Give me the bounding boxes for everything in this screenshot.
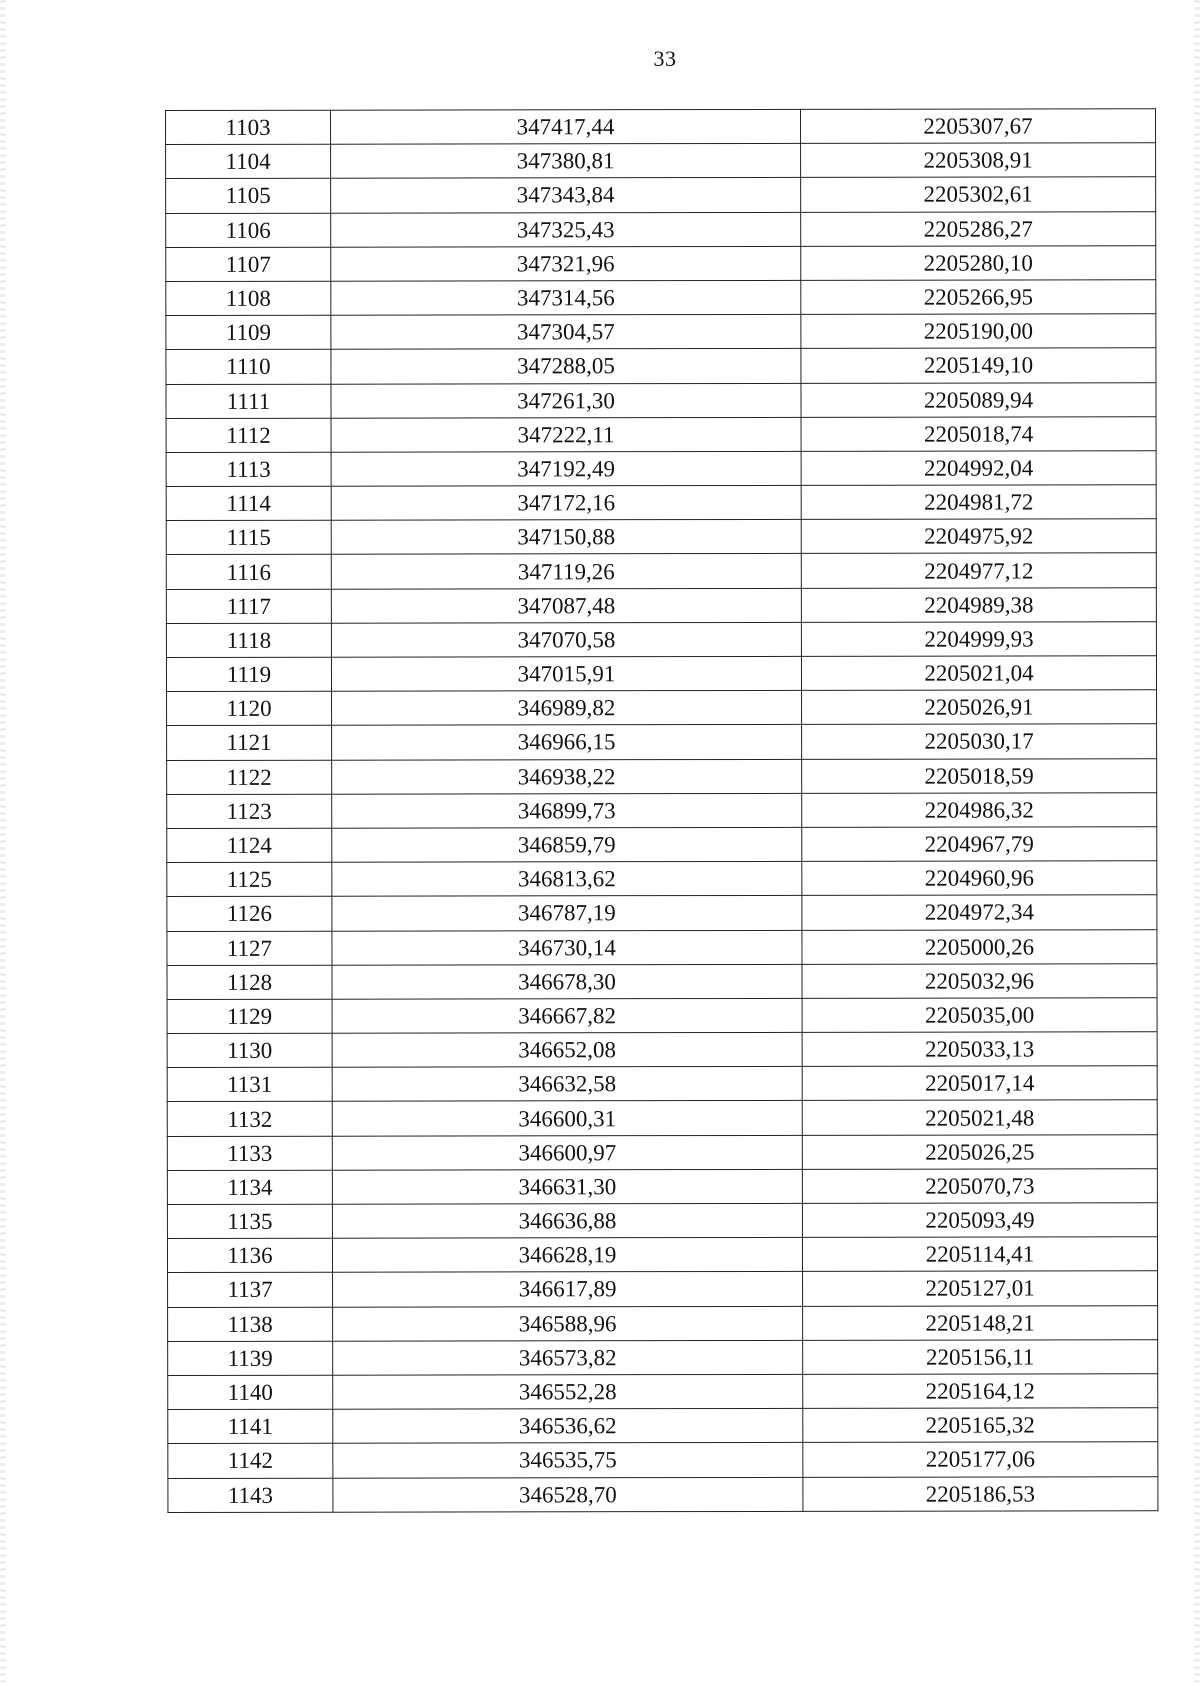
table-row [167,929,1157,965]
x-coordinate-cell: 346535,75 [333,1443,803,1478]
point-number-cell: 1136 [167,1238,332,1272]
point-number-cell: 1109 [166,315,331,349]
table-row [167,1100,1157,1136]
x-coordinate-cell: 346536,62 [333,1409,803,1444]
point-number-cell: 1138 [168,1307,333,1341]
y-coordinate-cell: 2204967,79 [802,827,1157,862]
x-coordinate-cell: 346938,22 [332,759,802,794]
table-row [168,1374,1158,1410]
point-number-cell: 1128 [167,965,332,999]
x-coordinate-cell: 347087,48 [331,588,801,623]
point-number-cell: 1129 [167,999,332,1033]
point-number-cell: 1115 [166,520,331,554]
point-number-cell: 1131 [167,1067,332,1101]
x-coordinate-cell: 347172,16 [331,485,801,520]
point-number-cell: 1133 [167,1136,332,1170]
table-row [166,246,1156,282]
table-row [168,1340,1158,1376]
point-number-cell: 1103 [166,110,331,144]
y-coordinate-cell: 2205070,73 [802,1169,1157,1204]
table-row [167,1169,1157,1205]
table-row [166,656,1156,692]
y-coordinate-cell: 2205286,27 [801,211,1156,246]
point-number-cell: 1143 [168,1478,333,1512]
y-coordinate-cell: 2205148,21 [803,1305,1158,1340]
y-coordinate-cell: 2204972,34 [802,895,1157,930]
point-number-cell: 1107 [166,247,331,281]
x-coordinate-cell: 347261,30 [331,383,801,418]
point-number-cell: 1125 [167,862,332,896]
x-coordinate-cell: 347304,57 [331,315,801,350]
y-coordinate-cell: 2205093,49 [802,1203,1157,1238]
y-coordinate-cell: 2204989,38 [801,587,1156,622]
table-row [168,1442,1158,1478]
scan-edge-right [1194,0,1200,1686]
point-number-cell: 1110 [166,350,331,384]
y-coordinate-cell: 2205017,14 [802,1066,1157,1101]
point-number-cell: 1127 [167,931,332,965]
y-coordinate-cell: 2205032,96 [802,963,1157,998]
y-coordinate-cell: 2205018,74 [801,416,1156,451]
x-coordinate-cell: 346631,30 [332,1169,802,1204]
point-number-cell: 1105 [166,179,331,213]
x-coordinate-cell: 346628,19 [332,1238,802,1273]
table-row [166,553,1156,589]
point-number-cell: 1119 [166,657,331,691]
x-coordinate-cell: 347343,84 [331,178,801,213]
x-coordinate-cell: 346667,82 [332,998,802,1033]
x-coordinate-cell: 347380,81 [331,144,801,179]
table-row [166,280,1156,316]
x-coordinate-cell: 346787,19 [332,896,802,931]
table-row [166,416,1156,452]
point-number-cell: 1117 [166,589,331,623]
y-coordinate-cell: 2205030,17 [802,724,1157,759]
y-coordinate-cell: 2205033,13 [802,1032,1157,1067]
point-number-cell: 1120 [167,691,332,725]
table-row [166,314,1156,350]
y-coordinate-cell: 2205266,95 [801,280,1156,315]
point-number-cell: 1142 [168,1444,333,1478]
x-coordinate-cell: 347325,43 [331,212,801,247]
x-coordinate-cell: 346600,31 [332,1101,802,1136]
point-number-cell: 1139 [168,1341,333,1375]
y-coordinate-cell: 2204975,92 [801,519,1156,554]
x-coordinate-cell: 347288,05 [331,349,801,384]
x-coordinate-cell: 346966,15 [332,725,802,760]
y-coordinate-cell: 2205307,67 [800,109,1155,144]
y-coordinate-cell: 2205018,59 [802,758,1157,793]
table-row [167,861,1157,897]
point-number-cell: 1108 [166,281,331,315]
table-row [168,1305,1158,1341]
x-coordinate-cell: 347314,56 [331,280,801,315]
x-coordinate-cell: 347321,96 [331,246,801,281]
table-row [166,622,1156,658]
table-row [166,382,1156,418]
x-coordinate-cell: 346899,73 [332,793,802,828]
table-row [167,827,1157,863]
y-coordinate-cell: 2205127,01 [803,1271,1158,1306]
x-coordinate-cell: 346552,28 [333,1374,803,1409]
table-row [167,1237,1157,1273]
point-number-cell: 1132 [167,1102,332,1136]
point-number-cell: 1123 [167,794,332,828]
x-coordinate-cell: 346989,82 [332,691,802,726]
y-coordinate-cell: 2205026,91 [802,690,1157,725]
y-coordinate-cell: 2205114,41 [802,1237,1157,1272]
table-row [166,587,1156,623]
scan-edge-left [0,0,6,1686]
x-coordinate-cell: 346730,14 [332,930,802,965]
x-coordinate-cell: 347070,58 [331,622,801,657]
table-row [167,895,1157,931]
table-row [167,724,1157,760]
x-coordinate-cell: 346588,96 [333,1306,803,1341]
table-row [168,1271,1158,1307]
y-coordinate-cell: 2205156,11 [803,1340,1158,1375]
x-coordinate-cell: 346528,70 [333,1477,803,1512]
table-row [166,211,1156,247]
y-coordinate-cell: 2204977,12 [801,553,1156,588]
x-coordinate-cell: 346813,62 [332,862,802,897]
table-row [167,998,1157,1034]
y-coordinate-cell: 2205186,53 [803,1476,1158,1511]
table-row [166,177,1156,213]
x-coordinate-cell: 347150,88 [331,520,801,555]
y-coordinate-cell: 2205308,91 [801,143,1156,178]
table-row [166,519,1156,555]
y-coordinate-cell: 2205280,10 [801,246,1156,281]
point-number-cell: 1137 [168,1273,333,1307]
coordinates-table-container [165,108,1157,1512]
y-coordinate-cell: 2205089,94 [801,382,1156,417]
table-row [166,143,1156,179]
x-coordinate-cell: 347417,44 [331,109,801,144]
y-coordinate-cell: 2205000,26 [802,929,1157,964]
point-number-cell: 1134 [167,1170,332,1204]
y-coordinate-cell: 2204992,04 [801,451,1156,486]
y-coordinate-cell: 2204986,32 [802,793,1157,828]
y-coordinate-cell: 2205026,25 [802,1134,1157,1169]
y-coordinate-cell: 2204999,93 [801,622,1156,657]
table-row [167,1203,1157,1239]
point-number-cell: 1112 [166,418,331,452]
x-coordinate-cell: 347015,91 [331,656,801,691]
y-coordinate-cell: 2205177,06 [803,1442,1158,1477]
y-coordinate-cell: 2205302,61 [801,177,1156,212]
point-number-cell: 1130 [167,1033,332,1067]
table-row [167,758,1157,794]
table-row [168,1408,1158,1444]
point-number-cell: 1111 [166,384,331,418]
table-row [167,793,1157,829]
table-row [167,690,1157,726]
y-coordinate-cell: 2205021,48 [802,1100,1157,1135]
point-number-cell: 1140 [168,1375,333,1409]
table-row [168,1476,1158,1512]
x-coordinate-cell: 347222,11 [331,417,801,452]
x-coordinate-cell: 346652,08 [332,1032,802,1067]
point-number-cell: 1122 [167,760,332,794]
point-number-cell: 1135 [167,1204,332,1238]
point-number-cell: 1114 [166,486,331,520]
y-coordinate-cell: 2205164,12 [803,1374,1158,1409]
x-coordinate-cell: 346636,88 [332,1203,802,1238]
point-number-cell: 1124 [167,828,332,862]
point-number-cell: 1104 [166,144,331,178]
x-coordinate-cell: 346632,58 [332,1067,802,1102]
x-coordinate-cell: 346600,97 [332,1135,802,1170]
point-number-cell: 1118 [166,623,331,657]
x-coordinate-cell: 347119,26 [331,554,801,589]
table-row [167,1032,1157,1068]
table-row [166,109,1156,145]
table-row [167,963,1157,999]
coordinates-table [165,108,1158,1512]
point-number-cell: 1141 [168,1409,333,1443]
table-row [167,1134,1157,1170]
page-number: 33 [653,46,677,71]
y-coordinate-cell: 2205021,04 [801,656,1156,691]
y-coordinate-cell: 2205035,00 [802,998,1157,1033]
x-coordinate-cell: 346573,82 [333,1340,803,1375]
table-body [166,109,1158,1512]
point-number-cell: 1126 [167,897,332,931]
table-row [166,348,1156,384]
y-coordinate-cell: 2205190,00 [801,314,1156,349]
x-coordinate-cell: 346859,79 [332,827,802,862]
y-coordinate-cell: 2205165,32 [803,1408,1158,1443]
table-row [166,451,1156,487]
y-coordinate-cell: 2205149,10 [801,348,1156,383]
x-coordinate-cell: 347192,49 [331,451,801,486]
table-row [167,1066,1157,1102]
point-number-cell: 1116 [166,555,331,589]
table-row [166,485,1156,521]
y-coordinate-cell: 2204960,96 [802,861,1157,896]
y-coordinate-cell: 2204981,72 [801,485,1156,520]
x-coordinate-cell: 346678,30 [332,964,802,999]
point-number-cell: 1113 [166,452,331,486]
point-number-cell: 1106 [166,213,331,247]
x-coordinate-cell: 346617,89 [333,1272,803,1307]
point-number-cell: 1121 [167,726,332,760]
